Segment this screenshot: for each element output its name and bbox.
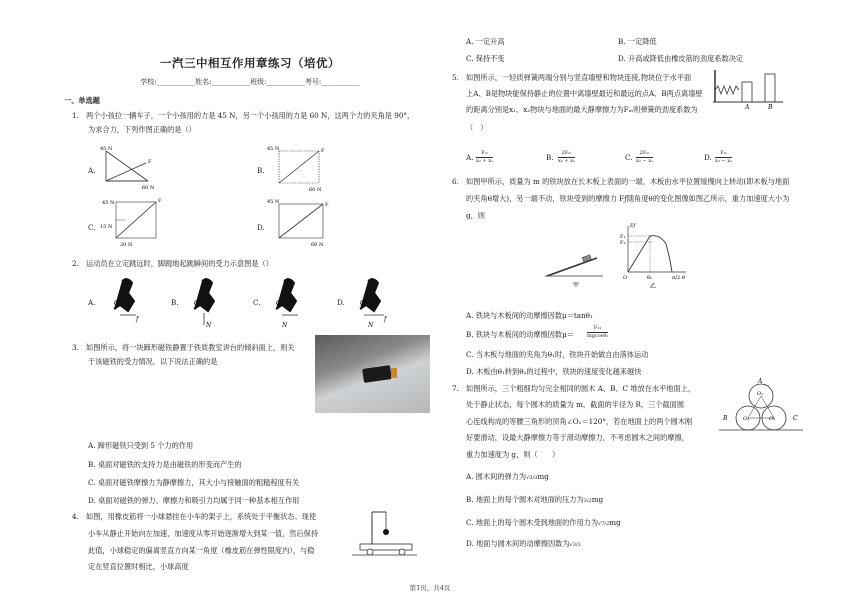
question-6-line-2: 的夹角θ增大)，另一端不动，铁块受到的摩擦力 Fƒ随角度θ的变化图像如图乙所示，重力加速度大小为 [466, 194, 790, 203]
q1c-label-f: F [158, 198, 162, 204]
q2-option-c: C. [253, 298, 261, 307]
q1c-label-20: 20 N [120, 242, 133, 248]
question-3-stem-2: 于该磁铁的受力情况，以下说法正确的是 [88, 357, 218, 366]
q1-diagram-a [98, 143, 168, 193]
question-1-stem: 1. 两个小孩拉一辆车子，一个小孩用的力是 45 N，另一个小孩用的力是 60 N，这两个力的夹角是 90°， [72, 111, 415, 120]
q1b-label-f: F [321, 148, 325, 154]
q1-option-a: A. [88, 166, 96, 175]
incline-diagram [545, 250, 605, 290]
q1-option-b: B. [257, 166, 265, 175]
question-4-line-1: 4. 如图，用橡皮筋将一小球悬挂在小车的架子上，系统处于平衡状态。现使 [72, 512, 317, 521]
question-5-line-1: 5. 如图所示，一轻质弹簧两端分别与竖直墙壁和物块连接,物块位于水平面 [452, 73, 692, 82]
svg-text:O₂: O₂ [743, 416, 750, 422]
question-4-line-4: 定在竖直位置时相比，小球高度 [88, 562, 189, 571]
magnet-photo [315, 335, 430, 413]
student-info-line: 学校:___________姓名:___________班级:___________考号:___________ [140, 78, 360, 86]
question-2-stem: 2. 运动员在立定跳远时，脚蹬地起跳瞬间的受力示意图是（） [72, 259, 273, 268]
question-5-line-3: 的距离分别是x₁、x₂物块与地面的最大静摩擦力为Fₘ则弹簧的劲度系数为 [466, 105, 698, 114]
question-5-line-2: 上A、B是物块能保持静止的位置中离墙壁最近和最远的点A、B两点离墙壁 [466, 89, 703, 98]
q5-option-b: B. [546, 153, 554, 162]
q4-option-a: A. 一定升高 [466, 37, 505, 46]
svg-text:B: B [723, 415, 728, 422]
page-title: 一汽三中相互作用章练习（培优） [160, 56, 340, 70]
svg-text:N: N [368, 322, 374, 329]
q6-frac-b: F₂₁ mgcosθ₁ [587, 325, 609, 339]
svg-text:A: A [758, 378, 763, 385]
q2-jumper-c [262, 275, 312, 330]
question-4-line-2: 小车从静止开始向左加速，加速度从零开始逐渐增大到某一值，然后保持 [88, 529, 319, 538]
cart-diagram [352, 506, 417, 556]
q1-option-c: C. [88, 223, 96, 232]
q7-option-a: A. 圆木间的弹力为√3/3mg [466, 472, 549, 481]
q1-diagram-d [265, 196, 335, 248]
magnet-shape [362, 365, 392, 383]
logs-diagram [705, 378, 817, 436]
q4-option-d: D. 升高或降低由橡皮筋的劲度系数决定 [618, 54, 744, 63]
q1-diagram-b [265, 143, 335, 193]
svg-text:C: C [793, 415, 798, 422]
q2-option-d: D. [337, 298, 345, 307]
svg-text:A: A [745, 104, 750, 110]
q3-option-b: B. 桌面对磁铁的支持力是由磁铁的形变而产生的 [88, 460, 242, 469]
q1a-label-45: 45 N [100, 146, 113, 152]
svg-text:乙: 乙 [650, 283, 657, 290]
q4-option-c: C. 保持不变 [466, 54, 505, 63]
q3-option-c: C. 桌面对磁铁摩擦力为静摩擦力，其大小与接触面的粗糙程度有关 [88, 478, 300, 487]
question-1-stem-2: 为求合力，下列作图正确的是（） [88, 125, 196, 134]
q1d-label-f: F [325, 202, 329, 208]
q5-option-a: A. [466, 153, 474, 162]
q1a-label-60: 60 N [142, 185, 155, 191]
svg-text:G: G [194, 300, 199, 307]
page-footer: 第1页，共4页 [409, 584, 451, 592]
friction-graph [620, 222, 690, 290]
q7-option-c: C. 地面上的每个圆木受到地面的作用力为√7/2mg [466, 518, 621, 527]
svg-text:G: G [360, 300, 365, 307]
q2-option-a: A. [88, 298, 96, 307]
question-7-line-2: 处于静止状态，每个圆木的质量为 m，截面的半径为 R，三个截面圆 [466, 400, 685, 409]
q5-option-d: D. [704, 153, 712, 162]
q2-jumper-b [180, 275, 230, 330]
q1b-label-60: 60 N [309, 187, 322, 193]
question-7-line-4: 好要滑动，设最大静摩擦力等于滑动摩擦力，不考虑圆木之间的摩擦， [466, 433, 689, 442]
q5-frac-a: Fₘ x₂ + x₁ [476, 150, 494, 164]
svg-text:O₁: O₁ [757, 391, 764, 397]
q1-diagram-c [98, 196, 168, 248]
question-7-line-5: 重力加速度为 g，则（ ） [466, 450, 560, 459]
svg-text:N: N [282, 322, 288, 329]
q1-option-d: D. [257, 223, 265, 232]
svg-text:G: G [114, 300, 119, 307]
q1d-label-60: 60 N [311, 242, 324, 248]
question-7-line-3: 心连线构成的等腰三角形的顶角∠O₁＝120°，若在地面上的两个圆木刚 [466, 417, 693, 426]
q2-jumper-d [346, 275, 396, 330]
svg-text:f: f [384, 316, 387, 323]
question-6-line-1: 6. 如图甲所示，质量为 m 的铁块放在长木板上表面的一端，木板由水平位置缓慢向上转动(即木板与地面 [452, 177, 790, 186]
svg-text:O: O [623, 275, 628, 281]
question-4-line-3: 此值，小球稳定的偏离竖直方向某一角度（橡皮筋在弹性限度内），与稳 [88, 546, 315, 555]
svg-text:Fƒ: Fƒ [630, 223, 636, 229]
q4-option-b: B. 一定降低 [618, 37, 657, 46]
section-heading: 一、单选题 [64, 96, 100, 105]
q1a-label-f: F [148, 159, 152, 165]
q3-option-d: D. 桌面对磁铁的弹力、摩擦力和吸引力均属于同一种基本相互作用 [88, 496, 300, 505]
svg-text:F₂: F₂ [620, 240, 626, 246]
q1c-label-45: 45 N [102, 200, 115, 206]
svg-text:O₃: O₃ [769, 416, 776, 422]
q2-option-b: B. [171, 298, 179, 307]
q5-frac-b: 2Fₘ x₂ + x₁ [558, 150, 576, 164]
q5-option-c: C. [625, 153, 633, 162]
q6-option-a: A. 铁块与木板间的动摩擦因数μ＝tanθ₁ [466, 311, 593, 320]
q7-option-b: B. 地面上的每个圆木对地面的压力为3/2mg [466, 495, 604, 504]
spring-diagram [713, 68, 783, 110]
svg-text:F₁: F₁ [620, 234, 626, 240]
q3-option-a: A. 蹄形磁铁只受到 5 个力的作用 [88, 441, 194, 450]
q1b-label-45: 45 N [267, 146, 280, 152]
svg-text:f: f [136, 316, 139, 323]
svg-text:甲: 甲 [573, 282, 580, 289]
svg-text:θ: θ [682, 275, 686, 281]
svg-text:π/2: π/2 [672, 275, 681, 281]
question-6-line-3: g，则 [466, 211, 485, 220]
q5-frac-c: 2Fₘ x₂ − x₁ [636, 150, 654, 164]
question-3-stem: 3. 如图所示，将一块蹄形磁铁静置于铁质教室讲台的倾斜面上，则关 [72, 343, 295, 352]
q2-jumper-a [100, 275, 150, 325]
q6-option-d: D. 木板由θ₁转到θ₂的过程中，铁块的速度变化越来越快 [466, 367, 642, 376]
q1d-label-45: 45 N [267, 199, 280, 205]
svg-text:B: B [768, 104, 773, 110]
svg-text:G: G [276, 300, 281, 307]
q6-option-c: C. 当木板与地面的夹角为θ₁时，铁块开始做自由落体运动 [466, 350, 649, 359]
magnet-pole [391, 368, 397, 378]
svg-text:N: N [206, 322, 212, 329]
question-5-line-4: （ ） [466, 123, 488, 132]
svg-text:θ₁: θ₁ [647, 275, 653, 281]
question-7-line-1: 7. 如图所示，三个粗细均匀完全相同的圆木 A、B、C 堆放在水平地面上， [452, 384, 696, 393]
q6-option-b: B. 铁块与木板间的动摩擦因数μ＝ [466, 330, 574, 339]
q5-frac-d: Fₘ x₂ − x₁ [715, 150, 733, 164]
q7-option-d: D. 地面与圆木间的动摩擦因数为√3/3 [466, 539, 581, 548]
q1c-label-15: 15 N [100, 224, 113, 230]
